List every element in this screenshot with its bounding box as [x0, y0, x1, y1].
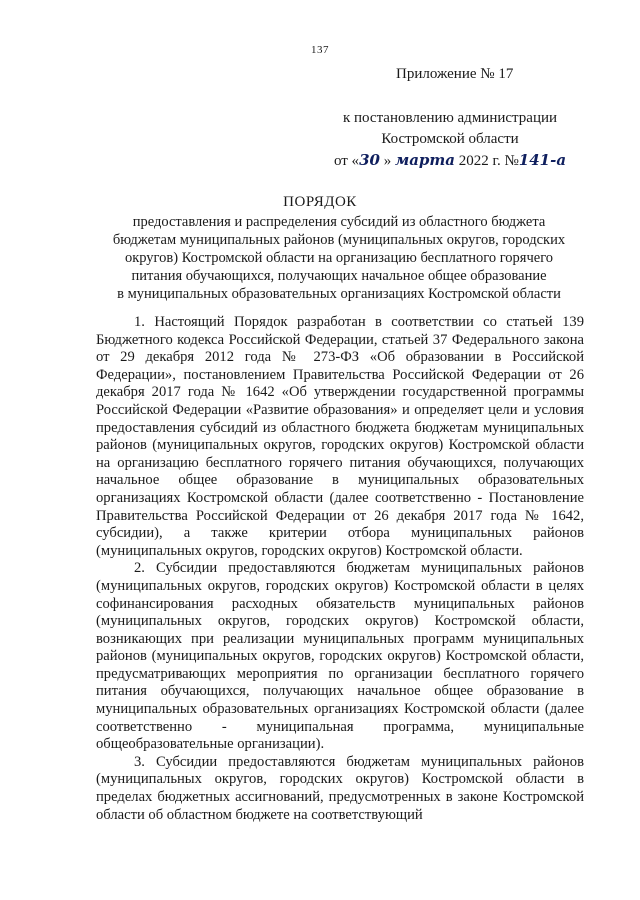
document-subtitle: [96, 213, 582, 303]
resolution-date-line: [330, 150, 570, 172]
paragraph-1: 1. Настоящий Порядок разработан в соответствии со статьей 139 Бюджетного кодекса Российской Федерации, статьей 37 Федерального закона от 29 декабря 2012 года № 273-ФЗ «Об образовании в Российской Федерации», постановлением Правительства Российской Федерации от 26 декабря 2017 года № 1642 «Об утверждении государственной программы Российской Федерации «Развитие образования» и определяет цели и условия предоставления субсидий из областного бюджета бюджетам муниципальных районов (муниципальных округов, городских округов) Костромской области на организацию бесплатного горячего питания обучающихся, получающих начальное общее образование в муниципальных образовательных организациях Костромской области (далее соответственно - Постановление Правительства Российской Федерации от 26 декабря 2017 года № 1642, субсидии), а также критерии отбора муниципальных районов (муниципальных округов, городских округов) Костромской области.: [96, 314, 584, 559]
appendix-label: Приложение № 17: [396, 66, 514, 82]
paragraph-2: 2. Субсидии предоставляются бюджетам муниципальных районов (муниципальных округов, городских округов) Костромской области в целях софинансирования расходных обязательств муниципальных районов (муниципальных округов, городских округов) Костромской области, возникающих при реализации муниципальных программ муниципальных районов (муниципальных округов, городских округов) Костромской области, предусматривающих мероприятия по организации бесплатного горячего питания обучающихся, получающих начальное общее образование в муниципальных образовательных организациях Костромской области (далее соответственно - муниципальная программа, муниципальные общеобразовательные организации).: [96, 560, 584, 753]
document-body: [96, 314, 584, 824]
paragraph-3: 3. Субсидии предоставляются бюджетам муниципальных районов (муниципальных округов, городских округов) Костромской области в пределах бюджетных ассигнований, предусмотренных в законе Костромской области об областном бюджете на соответствующий: [96, 753, 584, 823]
date-year: 2022 г. №: [458, 153, 519, 169]
resolution-reference: [330, 108, 570, 172]
handwritten-number: 141-а: [518, 151, 567, 169]
resolution-line-2: Костромской области: [381, 131, 519, 147]
date-prefix: от «: [333, 153, 360, 169]
resolution-line-1: к постановлению администрации: [342, 110, 558, 126]
handwritten-day: 30: [359, 151, 380, 169]
page-number: 137: [311, 44, 329, 56]
subtitle-line: бюджетам муниципальных районов (муниципальных округов, городских: [112, 232, 566, 248]
subtitle-line: в муниципальных образовательных организациях Костромской области: [117, 286, 561, 302]
subtitle-line: питания обучающихся, получающих начальное общее образование: [131, 268, 547, 284]
document-title: ПОРЯДОК: [283, 194, 357, 210]
date-mid: »: [383, 153, 392, 169]
subtitle-line: предоставления и распределения субсидий из областного бюджета: [132, 214, 546, 230]
subtitle-line: округов) Костромской области на организацию бесплатного горячего: [124, 250, 554, 266]
handwritten-month: марта: [394, 151, 455, 169]
